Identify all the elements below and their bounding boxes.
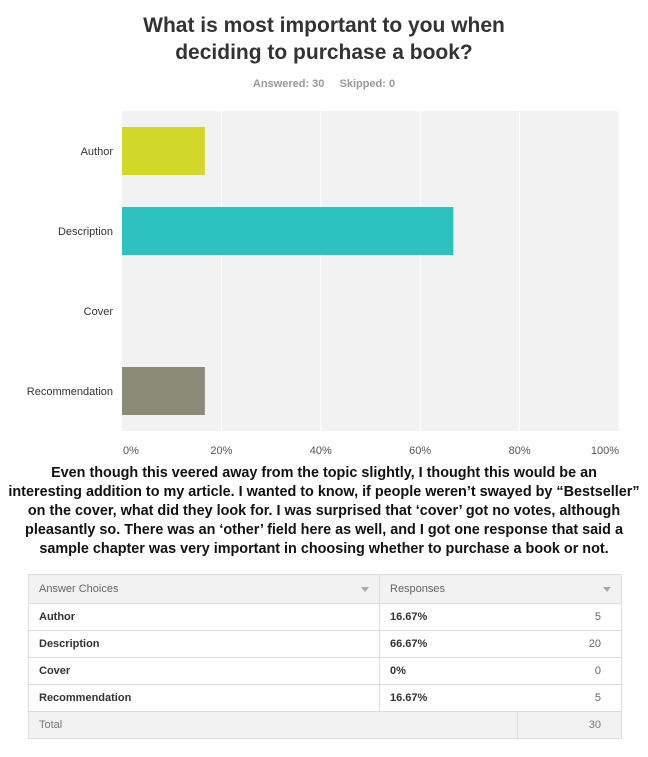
count-cell: 5 xyxy=(518,685,622,712)
total-label: Total xyxy=(29,712,518,739)
article-line-3: on the cover, what did they look for. I was surprised that ‘cover’ got no votes, although xyxy=(27,503,621,519)
bar-chart xyxy=(0,100,648,462)
x-tick-label: 80% xyxy=(508,445,531,457)
x-tick-label: 100% xyxy=(590,445,619,457)
category-label: Author xyxy=(80,146,113,158)
total-count: 30 xyxy=(518,712,622,739)
choice-cell: Recommendation xyxy=(29,685,380,712)
percent-cell: 66.67% xyxy=(380,631,518,658)
choice-cell: Author xyxy=(29,604,380,631)
count-cell: 20 xyxy=(518,631,622,658)
answer-choices-header[interactable] xyxy=(29,575,380,604)
skipped-count: Skipped: 0 xyxy=(339,78,396,90)
total-row xyxy=(29,712,622,739)
category-label: Cover xyxy=(83,306,113,318)
category-label: Description xyxy=(57,226,113,238)
sort-caret-icon[interactable] xyxy=(603,587,611,592)
table-row xyxy=(29,631,622,658)
count-cell: 0 xyxy=(518,658,622,685)
percent-cell: 16.67% xyxy=(380,685,518,712)
responses-header[interactable] xyxy=(380,575,622,604)
answered-count: Answered: 30 xyxy=(252,78,325,90)
category-label: Recommendation xyxy=(26,386,113,398)
x-tick-label: 60% xyxy=(409,445,432,457)
choice-cell: Cover xyxy=(29,658,380,685)
bar-description xyxy=(122,207,453,255)
x-tick-label: 0% xyxy=(123,445,139,457)
article-text xyxy=(0,464,648,559)
article-line-4: pleasantly so. There was an ‘other’ field here as well, and I got one response that said a xyxy=(25,522,623,538)
response-stats xyxy=(0,78,648,90)
chart-title-line-2: deciding to purchase a book? xyxy=(175,41,473,64)
responses-table xyxy=(28,574,622,739)
table-row xyxy=(29,658,622,685)
bar-author xyxy=(122,127,205,175)
x-tick-label: 20% xyxy=(210,445,233,457)
article-line-2: interesting addition to my article. I wanted to know, if people weren’t swayed by “Bestseller” xyxy=(8,484,640,500)
x-tick-label: 40% xyxy=(309,445,332,457)
table-header-row xyxy=(29,575,622,604)
percent-cell: 16.67% xyxy=(380,604,518,631)
choice-cell: Description xyxy=(29,631,380,658)
bar-recommendation xyxy=(122,367,205,415)
article-line-1: Even though this veered away from the topic slightly, I thought this would be an xyxy=(51,465,597,481)
article-line-5: sample chapter was very important in choosing whether to purchase a book or not. xyxy=(39,541,609,557)
table-row xyxy=(29,604,622,631)
responses-header-label: Responses xyxy=(390,583,446,595)
answer-choices-header-label: Answer Choices xyxy=(39,583,119,595)
chart-title xyxy=(0,12,648,66)
percent-cell: 0% xyxy=(380,658,518,685)
table-row xyxy=(29,685,622,712)
count-cell: 5 xyxy=(518,604,622,631)
chart-title-line-1: What is most important to you when xyxy=(143,14,505,37)
sort-caret-icon[interactable] xyxy=(361,587,369,592)
